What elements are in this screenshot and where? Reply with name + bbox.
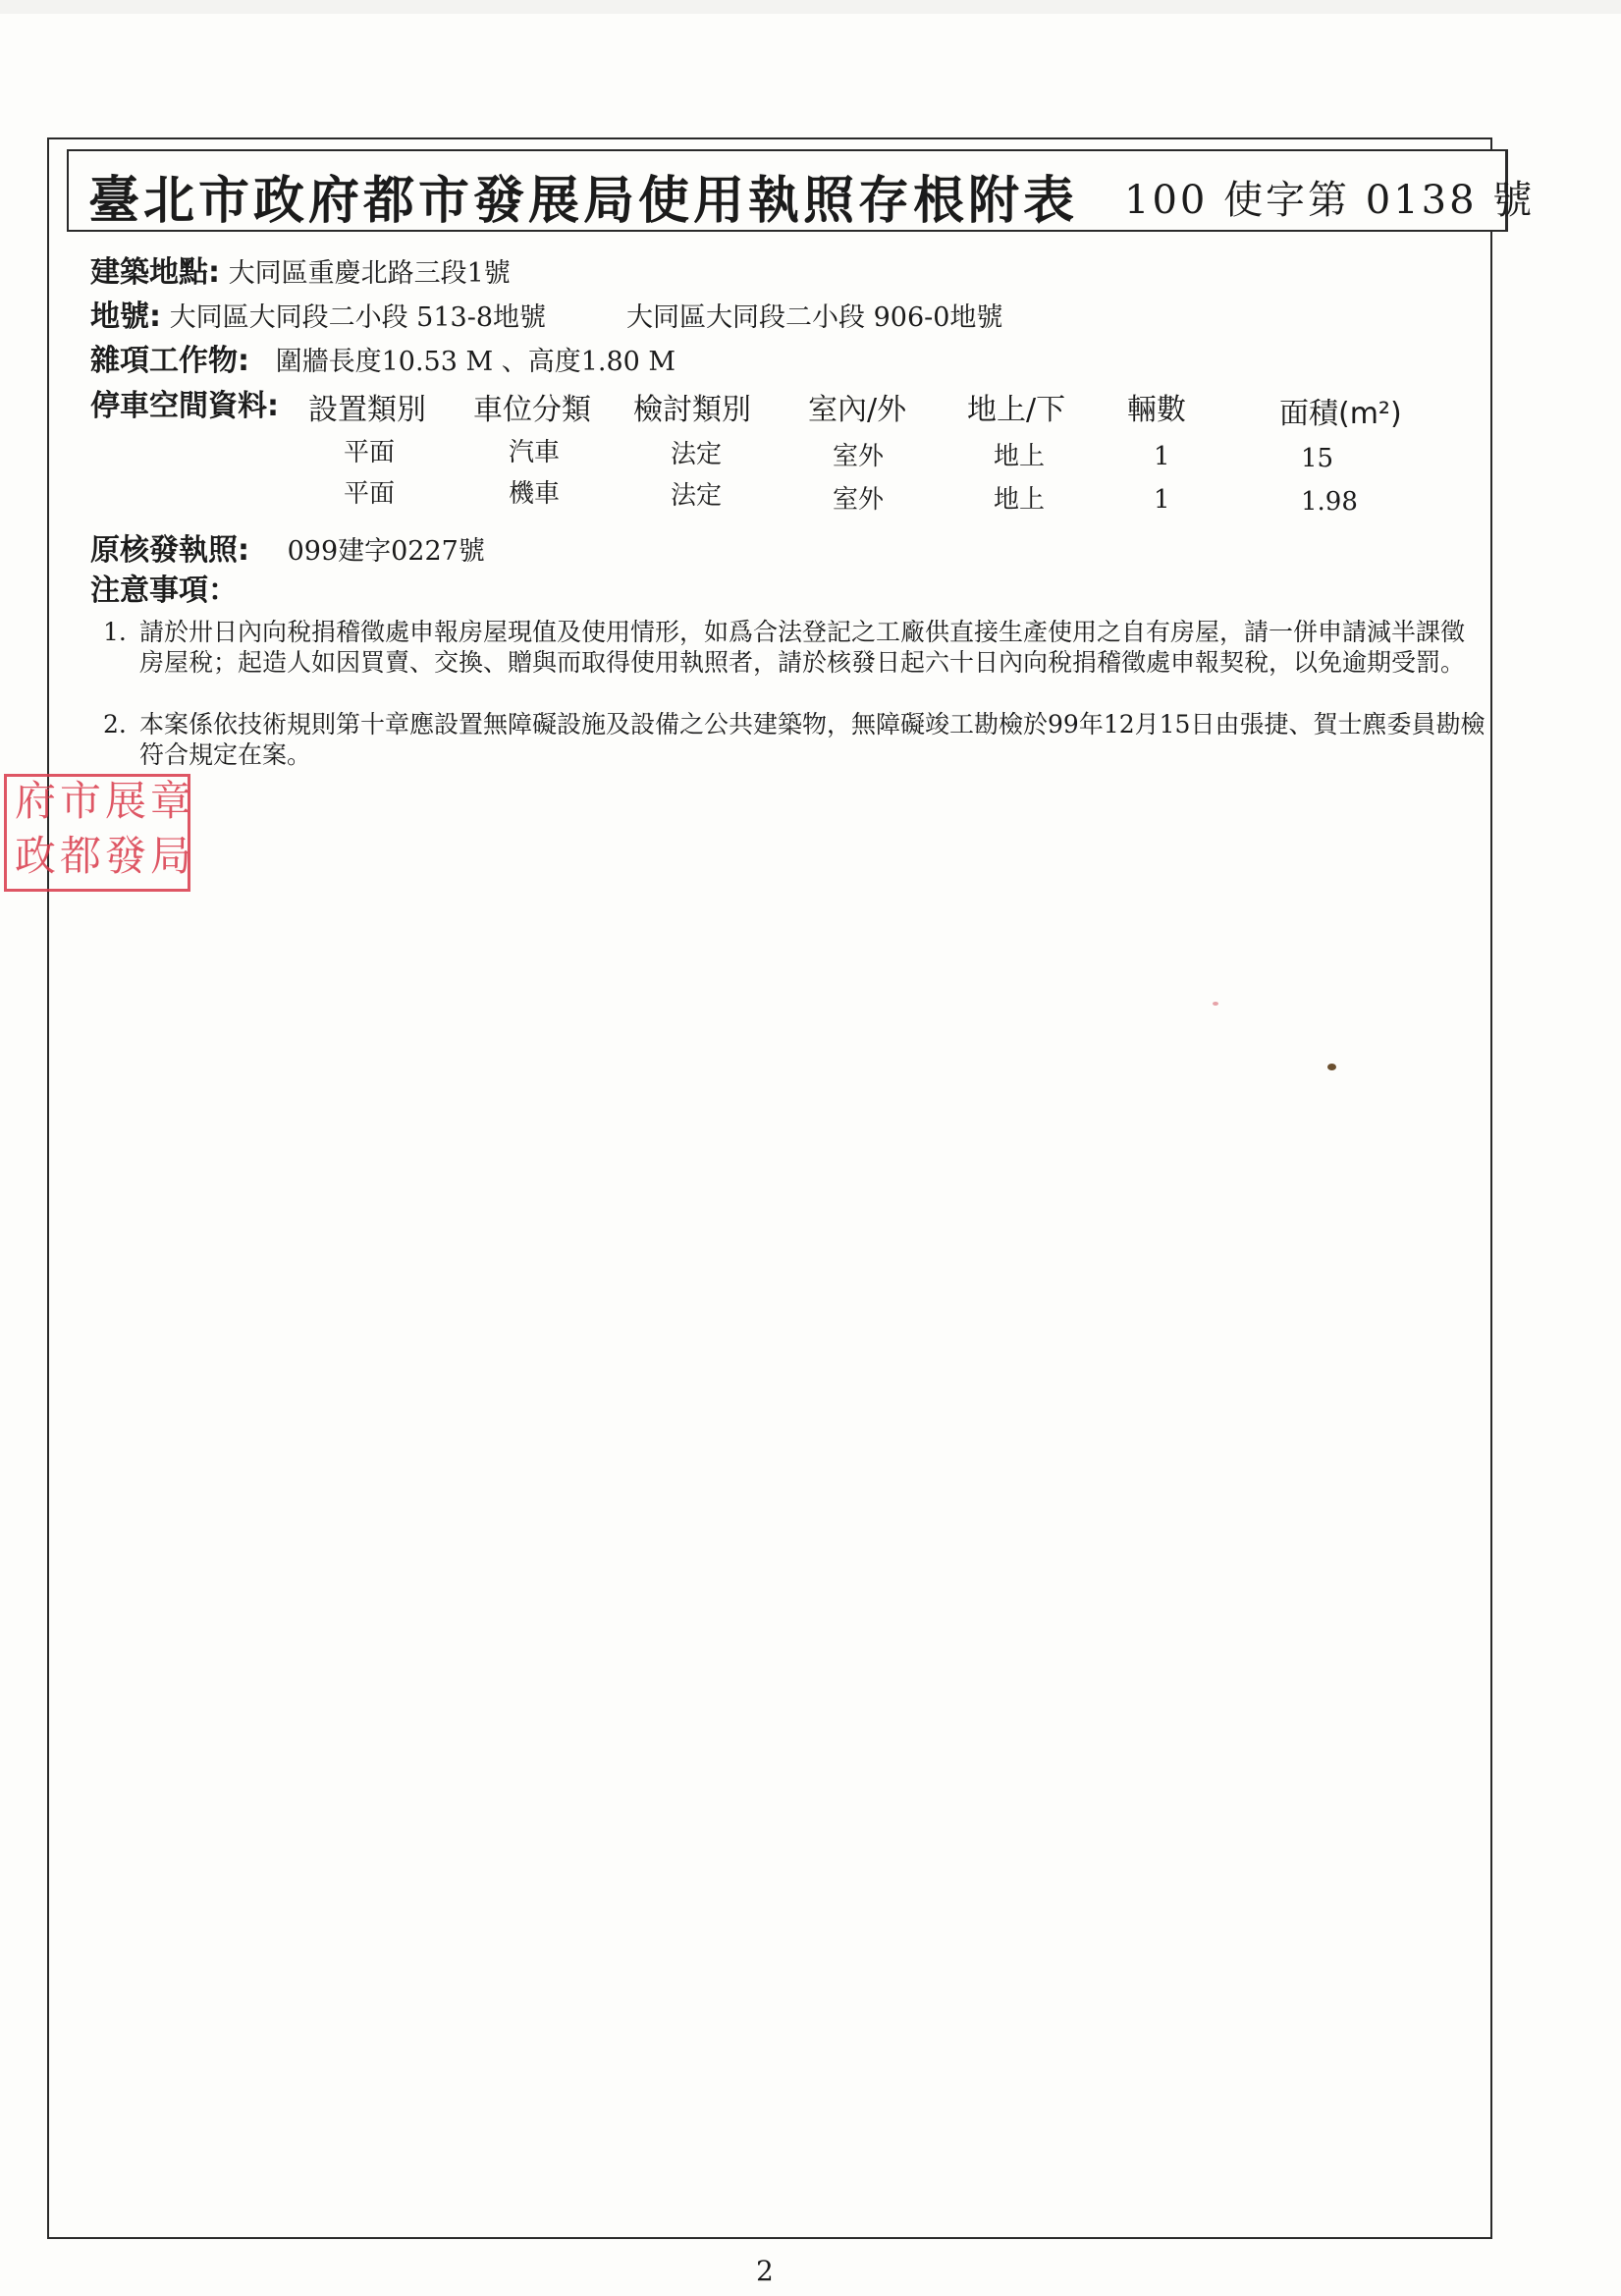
page-number: 2 (756, 2255, 774, 2287)
original-permit-label: 原核發執照: (90, 533, 249, 568)
note-text: 本案係依技術規則第十章應設置無障礙設施及設備之公共建築物，無障礙竣工勘檢於99年12月15日由張捷、賀士麃委員勘檢符合規定在案。 (139, 710, 1486, 769)
title-box (67, 149, 1536, 232)
lot-number-label: 地號: (90, 300, 161, 334)
parking-cell: 法定 (671, 481, 723, 511)
misc-structures-row (90, 336, 675, 379)
parking-cell: 平面 (344, 479, 396, 509)
parking-cell: 地上 (994, 442, 1046, 471)
original-permit-row (90, 525, 485, 569)
notes-label: 注意事項： (90, 574, 238, 608)
lot-number-value-2: 大同區大同段二小段 906-0地號 (626, 302, 1003, 333)
document-title: 臺北市政府都市發展局使用執照存根附表 (88, 171, 1079, 231)
scan-speck (1327, 1064, 1336, 1070)
misc-structures-label: 雜項工作物: (90, 344, 249, 378)
building-location-value: 大同區重慶北路三段1號 (228, 258, 511, 289)
parking-col-review-class: 檢討類別 (633, 393, 751, 427)
parking-cell: 1 (1154, 442, 1170, 471)
parking-cell: 1 (1154, 485, 1170, 515)
parking-col-indoor-outdoor: 室內/外 (808, 393, 907, 427)
original-permit-value: 099建字0227號 (287, 536, 485, 567)
parking-cell: 15 (1301, 444, 1334, 473)
parking-cell: 地上 (994, 485, 1046, 515)
misc-structures-value: 圍牆長度10.53 M 、高度1.80 M (275, 347, 676, 377)
note-number: 2. (103, 710, 127, 738)
parking-cell: 室外 (833, 485, 885, 515)
page-frame (47, 137, 1492, 2239)
parking-cell: 汽車 (509, 438, 561, 467)
parking-label: 停車空間資料: (90, 389, 279, 423)
parking-col-count: 輛數 (1127, 393, 1186, 427)
parking-cell: 法定 (671, 440, 723, 469)
official-seal-stamp: 章 局 展 發 市 都 府 政 (4, 774, 190, 892)
permit-number: 100 使字第 0138 號 (1124, 178, 1536, 223)
note-number: 1. (103, 618, 127, 646)
parking-col-above-below: 地上/下 (967, 393, 1066, 427)
lot-number-row (90, 292, 546, 335)
lot-number-value-1: 大同區大同段二小段 513-8地號 (169, 302, 547, 333)
parking-cell: 室外 (833, 442, 885, 471)
building-location-label: 建築地點: (90, 255, 220, 290)
note-text: 請於卅日內向稅捐稽徵處申報房屋現值及使用情形，如爲合法登記之工廠供直接生產使用之自有房屋，請一併申請減半課徵房屋稅；起造人如因買賣、交換、贈與而取得使用執照者，請於核發日起六十日內向稅捐稽徵處申報契稅，以免逾期受罰。 (139, 618, 1466, 677)
parking-cell: 1.98 (1301, 487, 1358, 517)
scan-speck (1213, 1002, 1218, 1006)
note-item-2 (103, 709, 1487, 770)
parking-col-area: 面積(m²) (1279, 397, 1402, 431)
parking-col-space-class: 車位分類 (473, 393, 591, 427)
note-item-1 (103, 617, 1487, 678)
parking-cell: 平面 (344, 438, 396, 467)
parking-col-setup-type: 設置類別 (308, 393, 426, 427)
parking-cell: 機車 (509, 479, 561, 509)
building-location-row (90, 247, 511, 291)
